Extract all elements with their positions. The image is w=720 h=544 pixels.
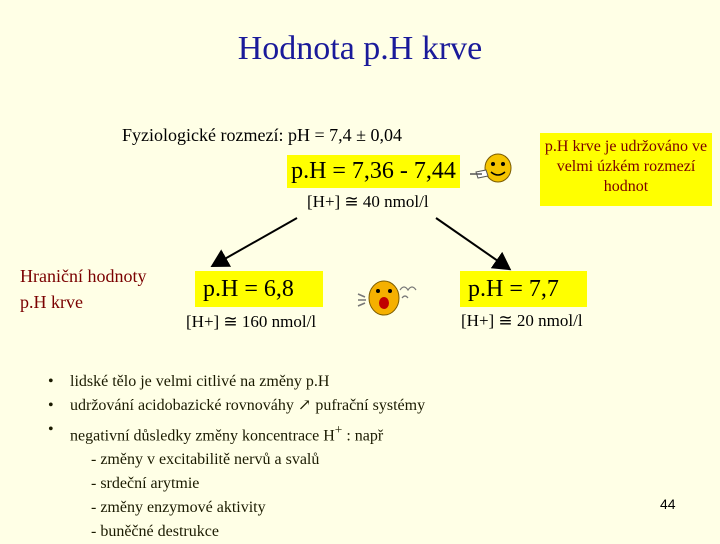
low-ph-box: p.H = 6,8 <box>195 271 323 307</box>
high-ph-box: p.H = 7,7 <box>460 271 587 307</box>
screaming-smiley-icon <box>358 281 416 315</box>
sub-item: - změny enzymové aktivity <box>91 499 266 517</box>
limits-label: Hraniční hodnoty p.H krve <box>20 266 147 312</box>
info-box: p.H krve je udržováno ve velmi úzkém rozmezí hodnot <box>540 133 712 206</box>
h-concentration-normal: [H+] ≅ 40 nmol/l <box>307 192 429 211</box>
bullet-dot: • <box>48 421 54 438</box>
bullet-list <box>48 370 425 544</box>
bullet-dot: • <box>48 397 54 414</box>
h-concentration-low: [H+] ≅ 160 nmol/l <box>186 312 317 331</box>
bullet-item <box>48 418 425 448</box>
page-number: 44 <box>660 496 676 512</box>
bullet-dot: • <box>48 373 54 390</box>
slide-title: Hodnota p.H krve <box>237 30 483 67</box>
pointing-smiley-icon <box>470 154 511 182</box>
bullet-text-cont: pufrační systémy <box>311 397 426 414</box>
main-ph-box: p.H = 7,36 - 7,44 <box>287 155 460 188</box>
h-concentration-high: [H+] ≅ 20 nmol/l <box>461 311 583 330</box>
physiological-range: Fyziologické rozmezí: pH = 7,4 ± 0,04 <box>122 125 402 145</box>
sub-item: - změny v excitabilitě nervů a svalů <box>91 451 320 469</box>
arrow-to-high <box>436 218 508 268</box>
bullet-text: negativní důsledky změny koncentrace H <box>70 427 335 445</box>
sub-item: - srdeční arytmie <box>91 475 200 493</box>
superscript-plus: + <box>334 422 343 437</box>
bullet-text: lidské tělo je velmi citlivé na změny p.H <box>70 373 330 390</box>
sub-item: - buněčné destrukce <box>91 523 219 541</box>
up-right-arrow-icon: ↗ <box>297 397 312 414</box>
bullet-text-cont: : např <box>342 427 384 445</box>
bullet-item <box>48 370 425 394</box>
bullet-text: udržování acidobazické rovnováhy <box>70 397 298 414</box>
arrow-to-low <box>214 218 297 265</box>
bullet-item <box>48 394 425 418</box>
